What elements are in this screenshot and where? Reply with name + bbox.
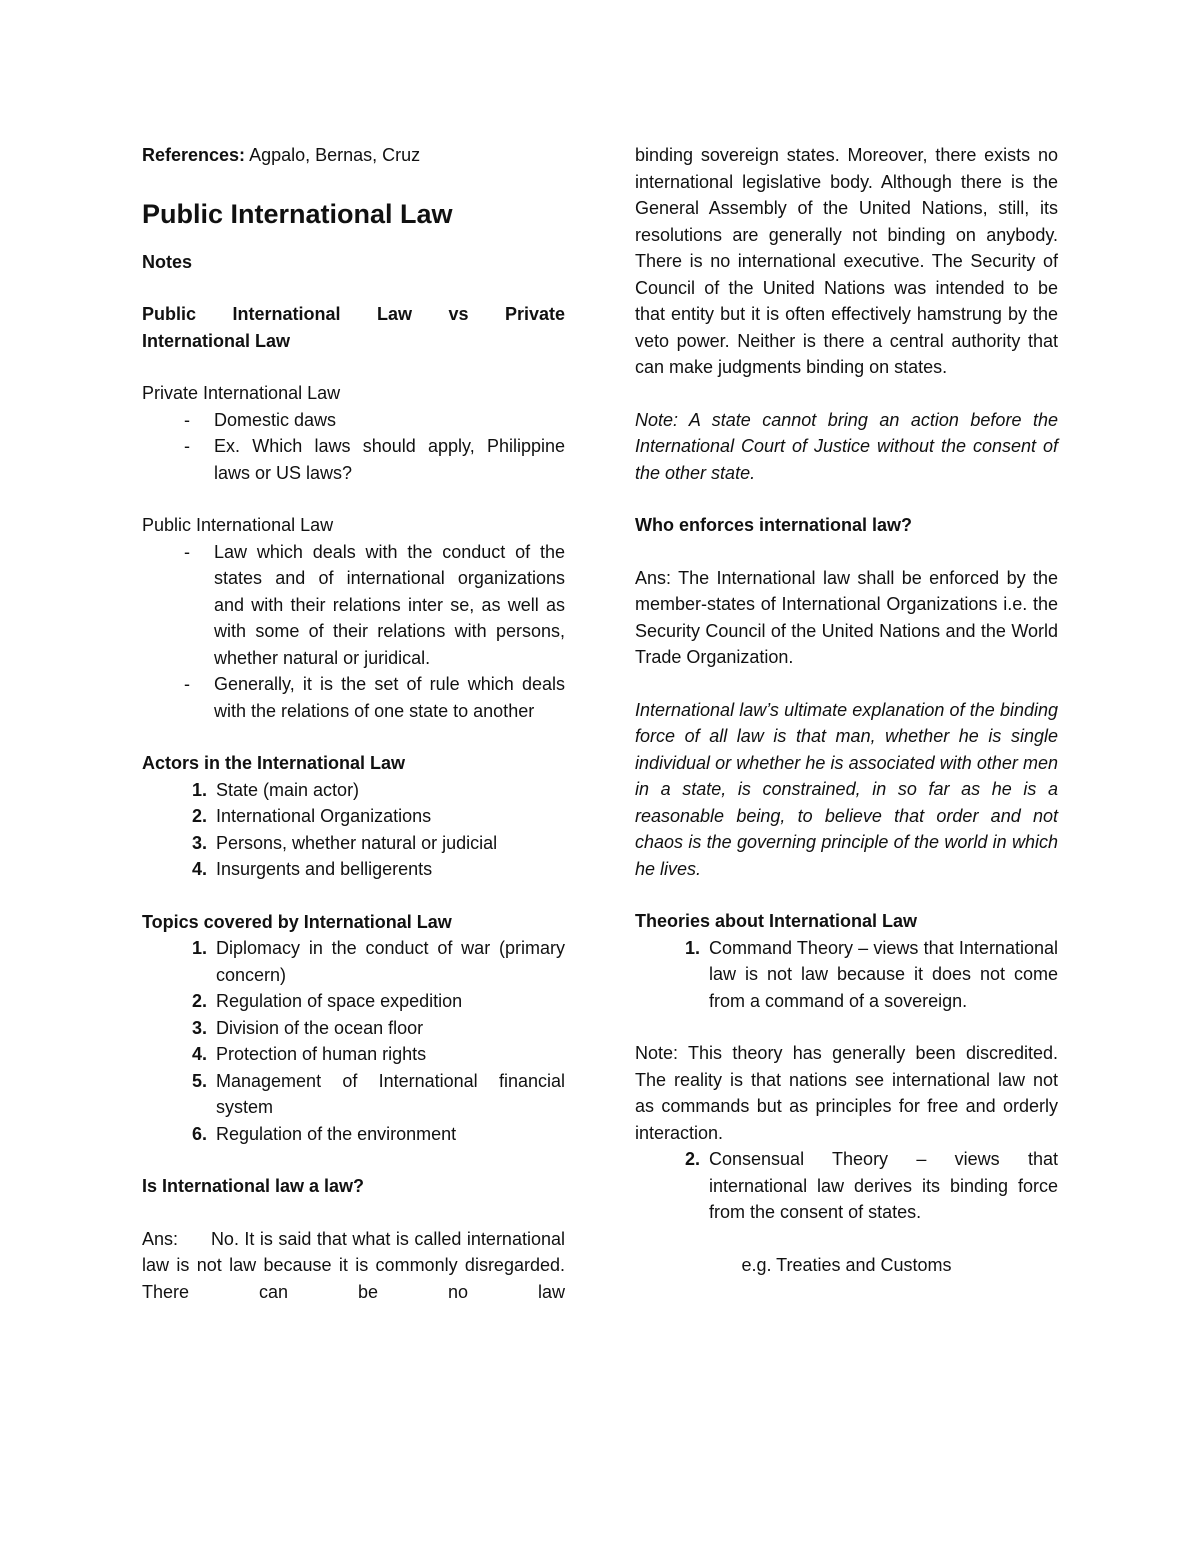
theories-list-1	[635, 935, 1058, 1015]
pil-vs-pil-heading-line2: International Law	[142, 330, 291, 351]
list-item: - Domestic daws	[214, 407, 565, 434]
page-title: Public International Law	[142, 198, 453, 229]
references-line	[142, 142, 565, 169]
is-law-answer-right: binding sovereign states. Moreover, there exists no international legislative body. Although there is the General Assembly of the United Nations, still, its resolutions are generally not binding on anybody. There is no international executive. The Security of Council of the United Nations was intended to be that entity but it is often effectively hamstrung by the veto power. Neither is there a central authority that can make judgments binding on states.	[635, 145, 1058, 377]
public-il-heading: Public International Law	[142, 515, 334, 535]
list-item: 4. Protection of human rights	[212, 1041, 565, 1068]
binding-force-paragraph: International law’s ultimate explanation of the binding force of all law is that man, whether he is single individual or whether he is associated with other men in a state, is constrained, in so far as he is a reasonable being, to believe that order and not chaos is the governing principle of the world in which he lives.	[635, 699, 1058, 879]
theory-example: e.g. Treaties and Customs	[741, 1254, 952, 1275]
enforce-ans-label: Ans:	[635, 567, 672, 588]
theories-list-2	[635, 1146, 1058, 1226]
references-value: Agpalo, Bernas, Cruz	[245, 145, 421, 165]
list-item: 1. Diplomacy in the conduct of war (primary concern)	[212, 935, 565, 988]
topics-list	[142, 935, 565, 1147]
list-item: - Law which deals with the conduct of the states and of international organizations and with their relations inter se, as well as with some of their relations with persons, whether natural or juridical.	[214, 539, 565, 672]
list-item: 2. Consensual Theory – views that international law derives its binding force from the consent of states.	[705, 1146, 1058, 1226]
references-label: References:	[142, 145, 246, 165]
private-il-heading: Private International Law	[142, 383, 341, 403]
list-item: - Ex. Which laws should apply, Philippine laws or US laws?	[214, 433, 565, 486]
theories-heading: Theories about International Law	[635, 911, 918, 931]
list-item: 1. Command Theory – views that International law is not law because it does not come from a command of a sovereign.	[705, 935, 1058, 1015]
enforce-answer	[635, 565, 1058, 671]
list-item: - Generally, it is the set of rule which deals with the relations of one state to another	[214, 671, 565, 724]
is-law-heading: Is International law a law?	[142, 1176, 365, 1196]
enforce-heading: Who enforces international law?	[635, 515, 913, 535]
list-item: 3. Division of the ocean floor	[212, 1015, 565, 1042]
left-column	[142, 142, 565, 1305]
list-item: 6. Regulation of the environment	[212, 1121, 565, 1148]
list-item: 5. Management of International financial system	[212, 1068, 565, 1121]
right-column	[635, 142, 1058, 1278]
pil-vs-pil-heading-line1: Public International Law vs Private	[142, 304, 565, 324]
actors-heading: Actors in the International Law	[142, 753, 406, 773]
enforce-ans-text: The International law shall be enforced by the member-states of International Organizations i.e. the Security Council of the United Nations and the World Trade Organization.	[635, 567, 1058, 667]
notes-heading: Notes	[142, 251, 193, 272]
list-item: 2. Regulation of space expedition	[212, 988, 565, 1015]
theory-note	[635, 1040, 1058, 1146]
note-icj: Note: A state cannot bring an action before the International Court of Justice without the consent of the other state.	[635, 409, 1058, 483]
theory-note-text: This theory has generally been discredited. The reality is that nations see international law not as commands but as principles for free and orderly interaction.	[635, 1043, 1058, 1143]
is-law-answer-left	[142, 1226, 565, 1306]
list-item: 1. State (main actor)	[212, 777, 565, 804]
list-item: 4. Insurgents and belligerents	[212, 856, 565, 883]
public-il-list	[142, 539, 565, 725]
is-law-ans-label: Ans:	[142, 1228, 179, 1249]
list-item: 3. Persons, whether natural or judicial	[212, 830, 565, 857]
private-il-list	[142, 407, 565, 487]
topics-heading: Topics covered by International Law	[142, 911, 452, 932]
list-item: 2. International Organizations	[212, 803, 565, 830]
actors-list	[142, 777, 565, 883]
is-law-ans-text-left: No. It is said that what is called international law is not law because it is commonly disregarded. There can be no law	[142, 1228, 565, 1302]
theory-note-label: Note:	[635, 1043, 679, 1063]
